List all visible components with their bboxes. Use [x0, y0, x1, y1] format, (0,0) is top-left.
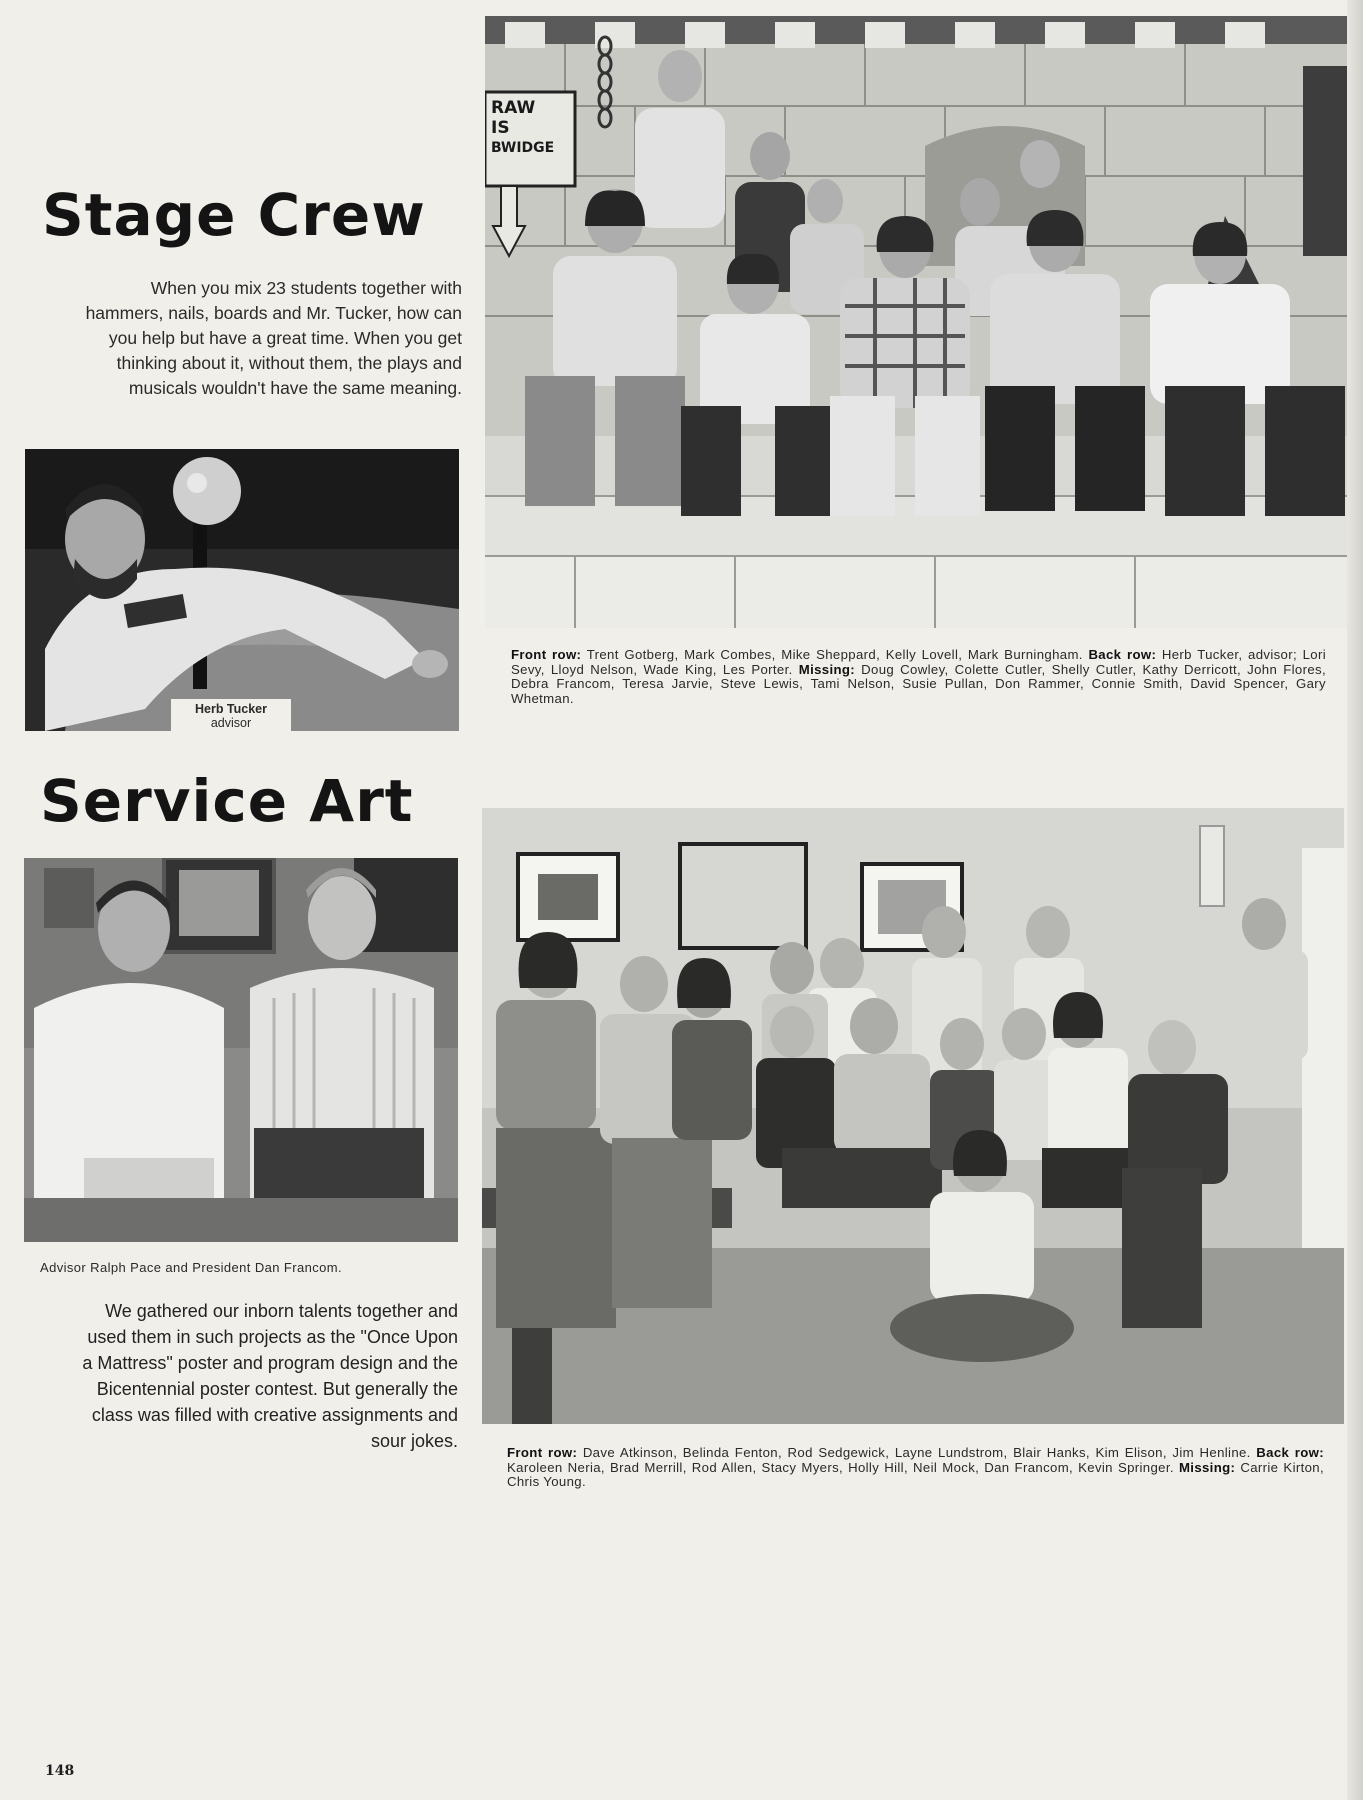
- service-art-missing-label: Missing:: [1178, 1459, 1236, 1475]
- service-art-advisor-caption: Advisor Ralph Pace and President Dan Francom.: [40, 1260, 342, 1275]
- service-art-back-names: Karoleen Neria, Brad Merrill, Rod Allen, Stacy Myers, Holly Hill, Neil Mock, Dan Francom, Kevin Springer.: [507, 1459, 1174, 1475]
- service-art-group-photo: [482, 808, 1344, 1424]
- stage-crew-front-names: Trent Gotberg, Mark Combes, Mike Sheppard, Kelly Lovell, Mark Burningham.: [586, 647, 1083, 662]
- stage-crew-back-label: Back row:: [1088, 647, 1157, 662]
- sign-line-2: IS: [491, 118, 510, 138]
- service-art-front-label: Front row:: [507, 1445, 578, 1460]
- sign-line-3: BWIDGE: [491, 140, 555, 156]
- stage-crew-title: Stage Crew: [42, 181, 426, 249]
- advisor-role: advisor: [210, 716, 252, 730]
- stage-crew-front-label: Front row:: [511, 647, 582, 662]
- service-art-advisor-photo: [24, 858, 458, 1242]
- stage-crew-group-photo: [485, 16, 1347, 628]
- stage-crew-missing-label: Missing:: [798, 661, 856, 677]
- advisor-photo-herb-tucker: [25, 449, 459, 731]
- advisor-label: [171, 699, 291, 731]
- service-art-caption: [507, 1446, 1324, 1490]
- service-art-body: We gathered our inborn talents together and used them in such projects as the "Once Upon a Mattress" poster and program design and the Bicentennial poster contest. But generally the class was filled with creative assignments and sour jokes.: [82, 1301, 458, 1451]
- sign-line-1: RAW: [491, 98, 536, 118]
- service-art-missing-names: Carrie Kirton, Chris Young.: [507, 1459, 1324, 1490]
- advisor-name: Herb Tucker: [194, 702, 267, 716]
- service-art-title: Service Art: [40, 767, 414, 835]
- page-number: 148: [45, 1763, 75, 1779]
- stage-crew-back-names: Herb Tucker, advisor; Lori Sevy, Lloyd Nelson, Wade King, Les Porter.: [511, 647, 1327, 677]
- service-art-back-label: Back row:: [1256, 1445, 1324, 1460]
- castle-sign: [491, 98, 571, 158]
- page-edge-shadow: [1347, 0, 1363, 1800]
- stage-crew-missing-names: Doug Cowley, Colette Cutler, Shelly Cutler, Kathy Derricott, John Flores, Debra Francom, Teresa Jarvie, Steve Lewis, Tami Nelson, Susie Pullan, Don Rammer, Connie Smith, David Spencer, Gary Whetman.: [511, 661, 1326, 706]
- stage-crew-caption: [511, 648, 1326, 706]
- service-art-front-names: Dave Atkinson, Belinda Fenton, Rod Sedgewick, Layne Lundstrom, Blair Hanks, Kim Elison, Jim Henline.: [582, 1445, 1251, 1460]
- stage-crew-intro: When you mix 23 students together with hammers, nails, boards and Mr. Tucker, how can you help but have a great time. When you get thinking about it, without them, the plays and musicals wouldn't have the same meaning.: [85, 278, 462, 398]
